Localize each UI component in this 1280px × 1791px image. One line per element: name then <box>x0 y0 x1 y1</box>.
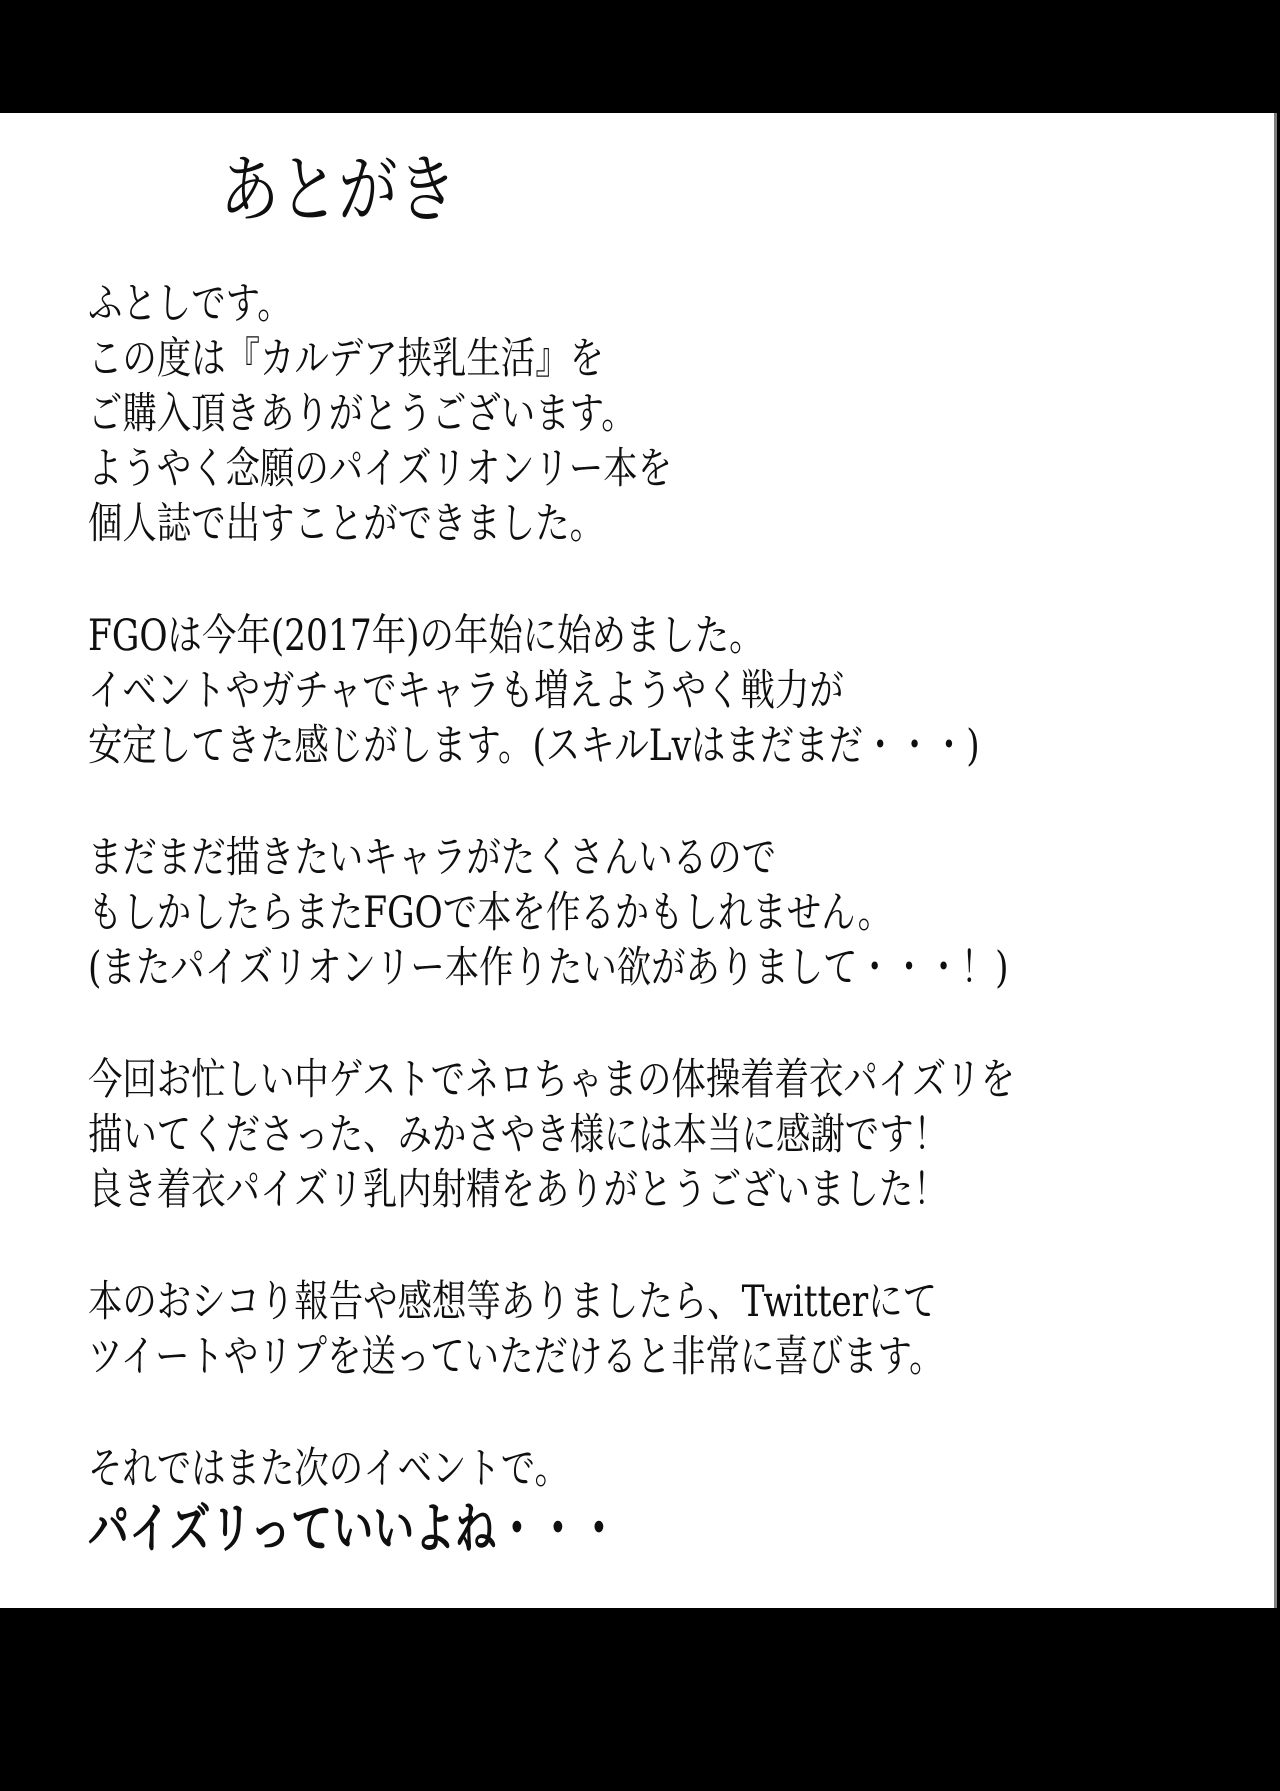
afterword-line: まだまだ描きたいキャラがたくさんいるので <box>88 833 776 883</box>
paragraph-farewell <box>88 1442 1274 1497</box>
afterword-line: 本のおシコり報告や感想等ありましたら、Twitterにて <box>88 1277 938 1327</box>
closing-line: パイズリっていいよね・・・ <box>88 1496 620 1560</box>
afterword-line: イベントやガチャでキャラも増えようやく戦力が <box>88 666 844 716</box>
paragraph-guest-thanks <box>88 1053 1274 1218</box>
afterword-line: 個人誌で出すことができました。 <box>88 499 604 549</box>
afterword-line: もしかしたらまたFGOで本を作るかもしれません。 <box>88 888 893 938</box>
afterword-line: ふとしです。 <box>88 279 292 329</box>
afterword-line: 良き着衣パイズリ乳内射精をありがとうございました！ <box>88 1165 948 1215</box>
afterword-line: ようやく念願のパイズリオンリー本を <box>88 444 673 494</box>
afterword-line: ツイートやリプを送っていただけると非常に喜びます。 <box>88 1332 944 1382</box>
afterword-page <box>0 113 1277 1608</box>
paragraph-greeting <box>88 277 1274 552</box>
paragraph-twitter <box>88 1275 1274 1385</box>
page-title: あとがき <box>220 147 457 233</box>
afterword-line: この度は『カルデア挟乳生活』を <box>88 334 604 384</box>
paragraph-fgo <box>88 609 1274 774</box>
afterword-line: (またパイズリオンリー本作りたい欲がありまして・・・！) <box>88 943 1009 993</box>
afterword-line: それではまた次のイベントで。 <box>88 1444 569 1494</box>
afterword-line: 描いてくださった、みかさやき様には本当に感謝です！ <box>88 1110 948 1160</box>
afterword-line: FGOは今年(2017年)の年始に始めました。 <box>88 611 764 661</box>
paragraph-future-books <box>88 831 1274 996</box>
afterword-line: ご購入頂きありがとうございます。 <box>88 389 636 439</box>
afterword-line: 今回お忙しい中ゲストでネロちゃまの体操着着衣パイズリを <box>88 1055 1016 1105</box>
afterword-body <box>88 277 1274 1558</box>
afterword-line: 安定してきた感じがします。(スキルLvはまだまだ・・・) <box>88 721 980 771</box>
